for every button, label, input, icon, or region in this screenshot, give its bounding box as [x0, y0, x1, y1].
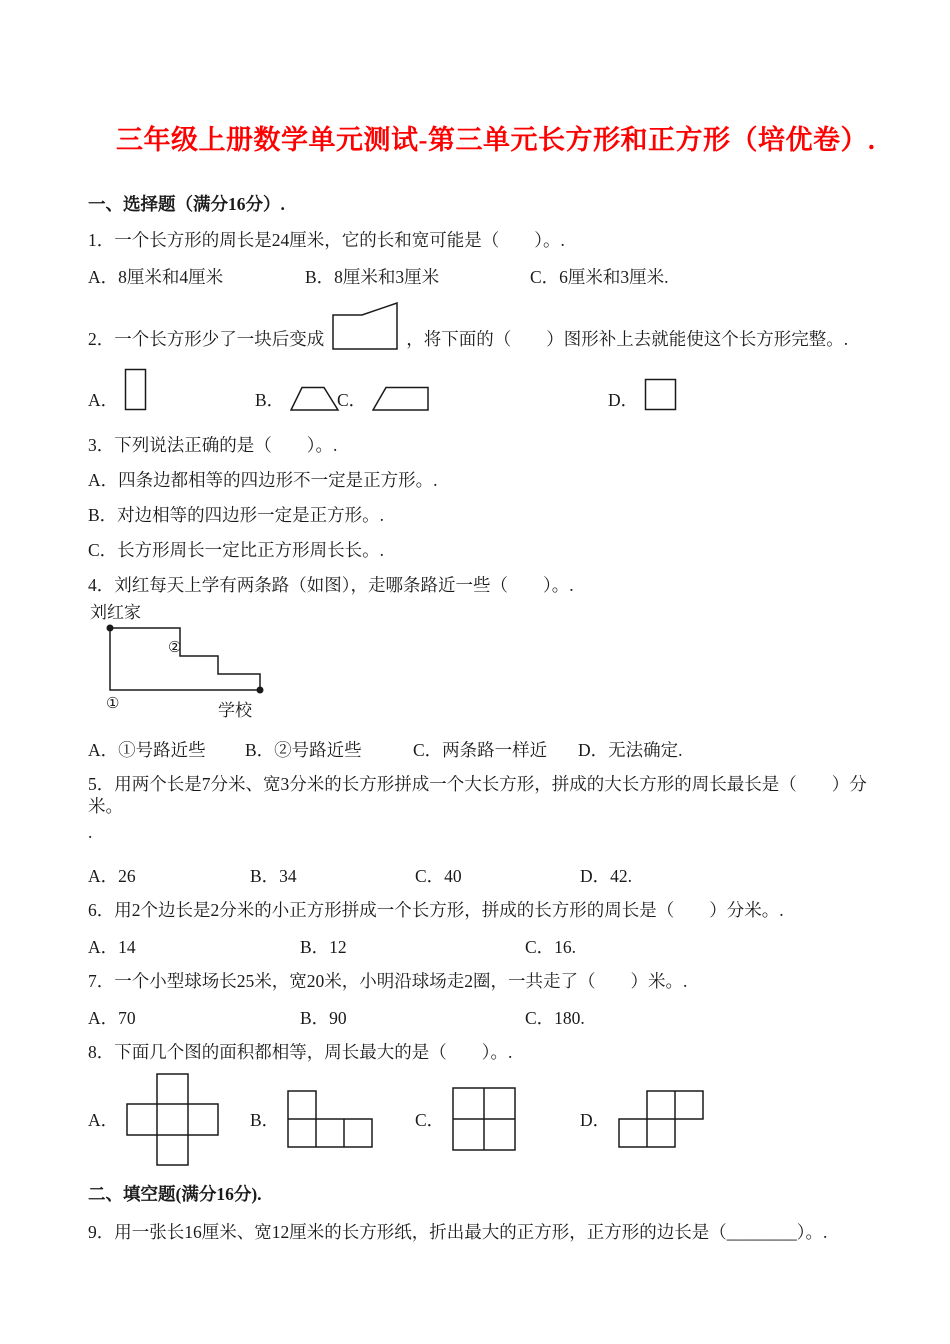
page-title: 三年级上册数学单元测试-第三单元长方形和正方形（培优卷）.	[116, 125, 876, 155]
right-trapezoid-shape	[372, 386, 430, 412]
q2-stem-after: ，将下面的（ ）图形补上去就能使这个长方形完整。.	[406, 329, 849, 349]
q5-option-c: C．40	[415, 866, 462, 886]
q6-option-a: A．14	[88, 937, 136, 957]
q8-stem: 8．下面几个图的面积都相等，周长最大的是（ ）。.	[88, 1042, 513, 1062]
q4-options	[88, 737, 894, 761]
q8-option-d	[580, 1069, 704, 1169]
narrow-rectangle-shape	[124, 368, 148, 412]
q5-option-d: D．42.	[580, 866, 633, 886]
q7-option-c: C．180.	[525, 1008, 585, 1028]
route-1-label: ①	[106, 696, 120, 712]
z-shape-squares	[618, 1090, 704, 1148]
q4-option-d: D．无法确定.	[578, 740, 683, 760]
section-heading-fill: 二、填空题(满分16分).	[88, 1184, 262, 1204]
school-dot	[257, 687, 264, 694]
q5-stem: 5．用两个长是7分米、宽3分米的长方形拼成一个大长方形，拼成的大长方形的周长最长是（ ）分米。	[88, 774, 867, 816]
q8-option-b-label: B．	[250, 1109, 280, 1130]
q5-options	[88, 863, 894, 887]
q4-route-diagram	[88, 602, 338, 724]
q5-stem-line2: .	[88, 822, 93, 842]
q2-stem-before: 2．一个长方形少了一块后变成	[88, 329, 325, 349]
q7-option-a: A．70	[88, 1008, 136, 1028]
q3-option-b: B．对边相等的四边形一定是正方形。.	[88, 505, 385, 525]
q3-stem: 3．下列说法正确的是（ ）。.	[88, 435, 338, 455]
q4-option-b: B．②号路近些	[245, 740, 362, 760]
q3-option-c: C．长方形周长一定比正方形周长长。.	[88, 540, 385, 560]
q1-option-b: B．8厘米和3厘米	[305, 267, 440, 287]
q6-stem: 6．用2个边长是2分米的小正方形拼成一个长方形，拼成的长方形的周长是（ ）分米。.	[88, 900, 784, 920]
q2-option-d	[608, 378, 678, 412]
route-1-line	[110, 628, 260, 690]
q6-option-b: B．12	[300, 937, 347, 957]
q2-option-b	[255, 386, 340, 412]
q1-options	[88, 264, 894, 288]
plus-pentomino-shape	[126, 1073, 219, 1166]
q7-stem: 7．一个小型球场长25米，宽20米，小明沿球场走2圈，一共走了（ ）米。.	[88, 971, 688, 991]
q8-option-b	[250, 1069, 373, 1169]
l-shape-squares	[287, 1090, 373, 1148]
q2-option-d-label: D．	[608, 390, 639, 410]
q1-option-a: A．8厘米和4厘米	[88, 267, 224, 287]
q5-option-b: B．34	[250, 866, 297, 886]
q4-option-c: C．两条路一样近	[413, 740, 548, 760]
section-heading-choice: 一、选择题（满分16分）.	[88, 194, 285, 214]
q1-stem: 1．一个长方形的周长是24厘米，它的长和宽可能是（ ）。.	[88, 230, 565, 250]
q4-stem: 4．刘红每天上学有两条路（如图），走哪条路近一些（ ）。.	[88, 575, 574, 595]
q2-incomplete-rectangle-shape	[332, 302, 398, 350]
square-shape	[644, 378, 678, 412]
q9-stem: 9．用一张长16厘米、宽12厘米的长方形纸，折出最大的正方形，正方形的边长是（________）。.	[88, 1222, 828, 1242]
q1-option-c: C．6厘米和3厘米.	[530, 267, 669, 287]
home-label: 刘红家	[90, 603, 141, 622]
trapezoid-shape	[290, 386, 340, 412]
q8-option-a	[88, 1069, 219, 1169]
q7-options	[88, 1005, 894, 1029]
q2-option-a-label: A．	[88, 390, 119, 410]
q2-stem	[88, 300, 894, 350]
q2-option-b-label: B．	[255, 390, 285, 410]
q4-diagram-container	[88, 602, 894, 729]
q2-option-c-label: C．	[337, 390, 367, 410]
route-2-label: ②	[168, 640, 182, 656]
square-2x2-grid-shape	[452, 1087, 516, 1151]
q4-option-a: A．①号路近些	[88, 740, 206, 760]
q8-figures	[88, 1069, 894, 1169]
q8-option-a-label: A．	[88, 1109, 119, 1130]
q7-option-b: B．90	[300, 1008, 347, 1028]
q2-options	[88, 366, 894, 412]
q8-option-c-label: C．	[415, 1109, 445, 1130]
q2-option-a	[88, 368, 148, 412]
route-2-line	[110, 628, 260, 690]
q3-option-a: A．四条边都相等的四边形不一定是正方形。.	[88, 470, 438, 490]
q6-option-c: C．16.	[525, 937, 577, 957]
q6-options	[88, 934, 894, 958]
q8-option-d-label: D．	[580, 1109, 611, 1130]
q2-option-c	[337, 386, 430, 412]
school-label: 学校	[218, 701, 252, 720]
q5-option-a: A．26	[88, 866, 136, 886]
q8-option-c	[415, 1069, 516, 1169]
